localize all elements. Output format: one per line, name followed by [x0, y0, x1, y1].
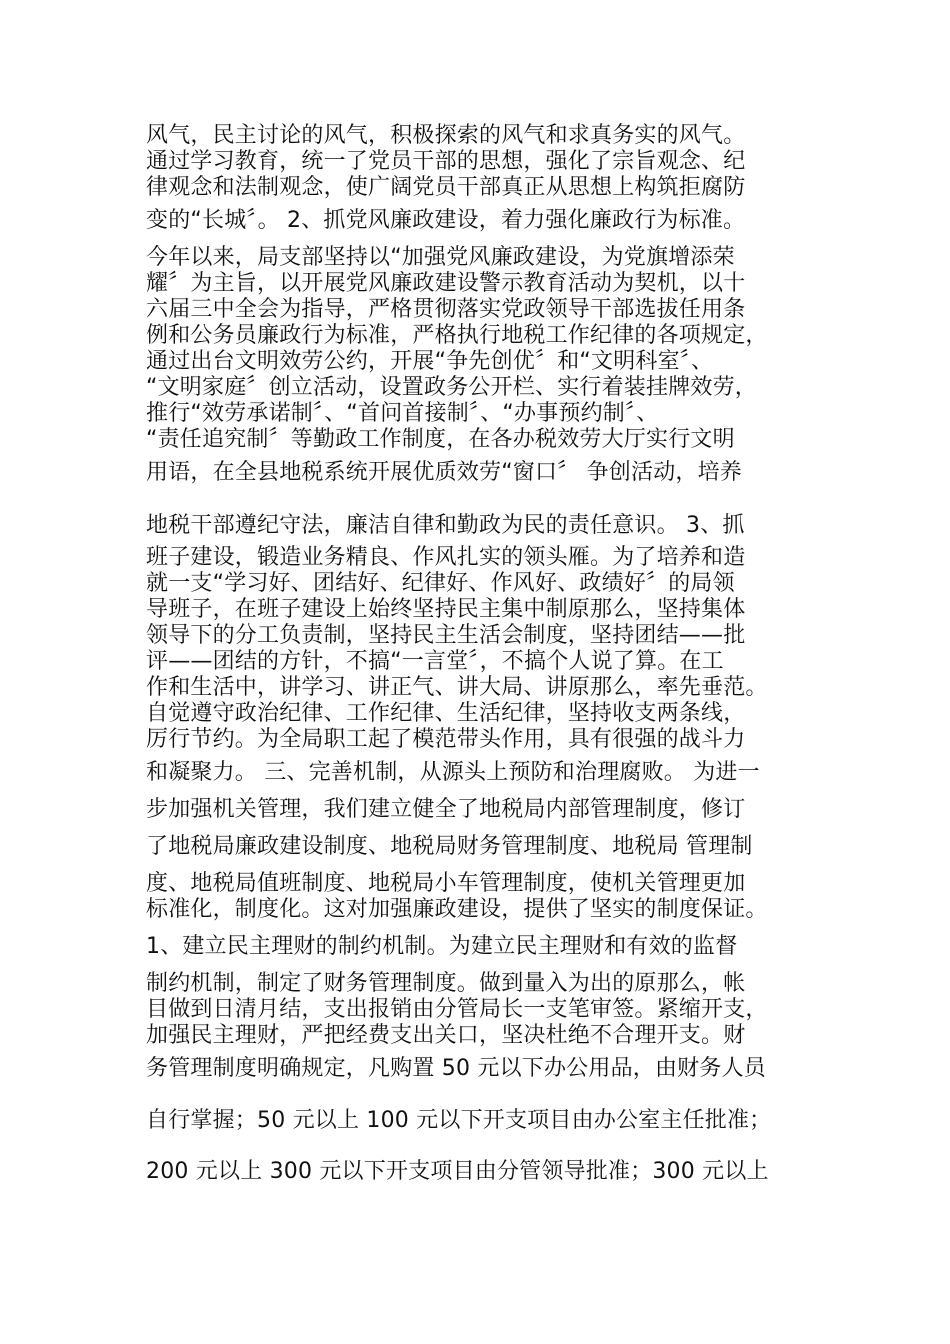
- text-line: 领导下的分工负责制，坚持民主生活会制度，坚持团结——批: [146, 623, 746, 648]
- text-line: 作和生活中，讲学习、讲正气、讲大局、讲原那么，率先垂范。: [146, 675, 768, 700]
- text-line: 和凝聚力。 三、完善机制，从源头上预防和治理腐败。 为进一: [146, 760, 760, 785]
- text-line: 耀〞为主旨，以开展党风廉政建设警示教育活动为契机，以十: [146, 271, 746, 296]
- text-line: 200 元以上 300 元以下开支项目由分管领导批准；300 元以上: [146, 1159, 769, 1184]
- text-line: 厉行节约。为全局职工起了模范带头作用，具有很强的战斗力: [146, 727, 746, 752]
- text-line: “文明家庭〞创立活动，设置政务公开栏、实行着装挂牌效劳，: [146, 375, 757, 400]
- text-line: 今年以来，局支部坚持以“加强党风廉政建设，为党旗增添荣: [146, 245, 735, 270]
- text-line: 变的“长城〞。 2、抓党风廉政建设，着力强化廉政行为标准。: [146, 208, 746, 233]
- text-line: 目做到日清月结，支出报销由分管局长一支笔审签。紧缩开支，: [146, 997, 768, 1022]
- text-line: 1、建立民主理财的制约机制。为建立民主理财和有效的监督: [146, 934, 738, 959]
- text-line: 自行掌握；50 元以上 100 元以下开支项目由办公室主任批准；: [146, 1108, 772, 1133]
- text-line: 例和公务员廉政行为标准，严格执行地税工作纪律的各项规定，: [146, 323, 768, 348]
- text-line: 律观念和法制观念，使广阔党员干部真正从思想上构筑拒腐防: [146, 175, 746, 200]
- text-line: 自觉遵守政治纪律、工作纪律、生活纪律，坚持收支两条线，: [146, 701, 746, 726]
- text-line: 通过出台文明效劳公约，开展“争先创优〞和“文明科室〞、: [146, 349, 714, 374]
- text-line: 地税干部遵纪守法，廉洁自律和勤政为民的责任意识。 3、抓: [146, 513, 745, 538]
- text-line: 评——团结的方针，不搞“一言堂〞，不搞个人说了算。在工: [146, 649, 724, 674]
- text-line: 加强民主理财，严把经费支出关口，坚决杜绝不合理开支。财: [146, 1023, 746, 1048]
- text-line: 就一支“学习好、团结好、纪律好、作风好、政绩好〞的局领: [146, 571, 735, 596]
- text-line: 用语，在全县地税系统开展优质效劳“窗口〞 争创活动，培养: [146, 460, 742, 485]
- text-line: 制约机制，制定了财务管理制度。做到量入为出的原那么，帐: [146, 971, 746, 996]
- text-line: 了地税局廉政建设制度、地税局财务管理制度、地税局 管理制: [146, 834, 753, 859]
- text-line: 步加强机关管理，我们建立健全了地税局内部管理制度，修订: [146, 797, 746, 822]
- text-line: 导班子，在班子建设上始终坚持民主集中制原那么，坚持集体: [146, 597, 746, 622]
- text-line: 推行“效劳承诺制〞、“首问首接制〞、“办事预约制〞、: [146, 401, 659, 426]
- text-line: 度、地税局值班制度、地税局小车管理制度，使机关管理更加: [146, 871, 746, 896]
- text-line: 务管理制度明确规定，凡购置 50 元以下办公用品，由财务人员: [146, 1056, 766, 1081]
- text-line: 班子建设，锻造业务精良、作风扎实的领头雁。为了培养和造: [146, 545, 746, 570]
- text-line: “责任追究制〞等勤政工作制度，在各办税效劳大厅实行文明: [146, 427, 735, 452]
- text-line: 通过学习教育，统一了党员干部的思想，强化了宗旨观念、纪: [146, 149, 746, 174]
- text-line: 标准化，制度化。这对加强廉政建设，提供了坚实的制度保证。: [146, 897, 768, 922]
- text-line: 风气，民主讨论的风气，积极探索的风气和求真务实的风气。: [146, 123, 746, 148]
- text-line: 六届三中全会为指导，严格贯彻落实党政领导干部选拔任用条: [146, 297, 746, 322]
